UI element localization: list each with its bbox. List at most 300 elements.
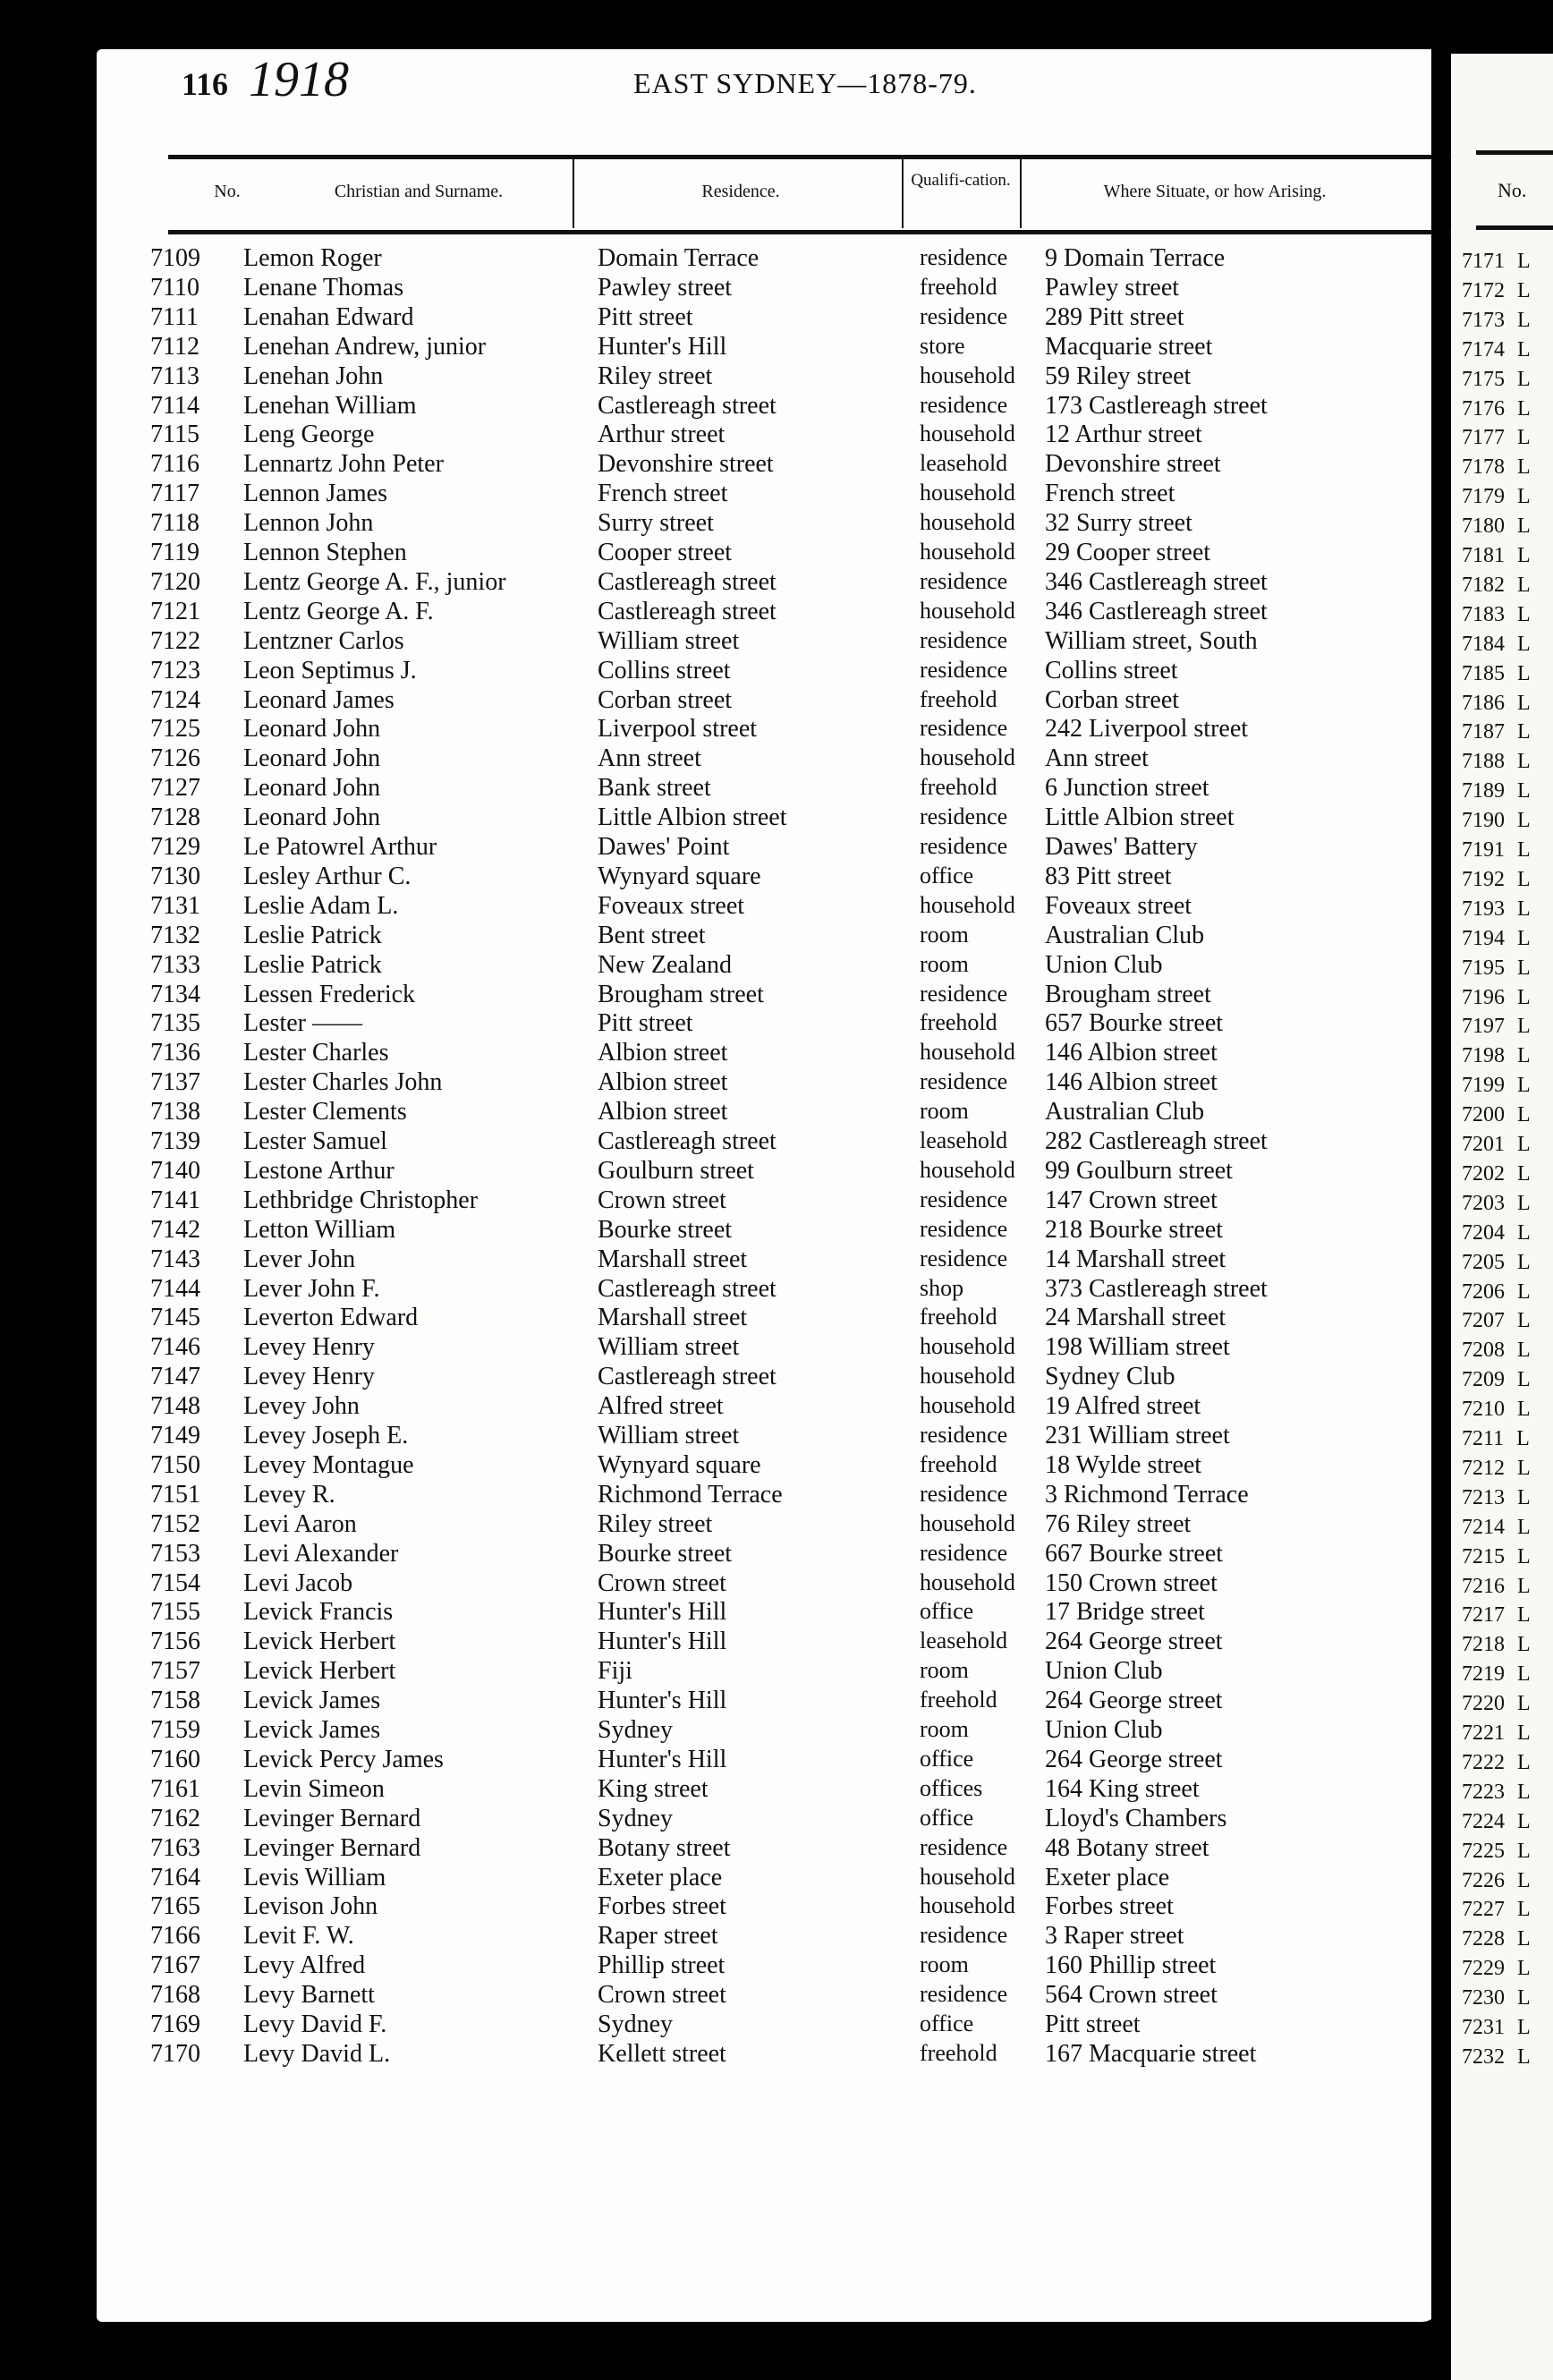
entry-where-situate: 14 Marshall street [1045,1245,1226,1273]
adjacent-entry-initial: L [1517,1750,1531,1774]
adjacent-entry-initial: L [1517,1368,1531,1392]
adjacent-row [1462,600,1531,630]
table-row [97,1304,1438,1333]
table-row [97,1009,1438,1039]
adjacent-entry-number: 7194 [1462,926,1505,950]
entry-number: 7139 [150,1127,200,1155]
entry-name: Levick James [243,1687,381,1715]
entry-number: 7124 [150,685,200,714]
entry-qualification: residence [920,715,1008,742]
entry-where-situate: 242 Liverpool street [1045,715,1249,744]
adjacent-entry-initial: L [1517,1927,1531,1951]
table-row [97,1068,1438,1098]
entry-number: 7110 [150,273,199,302]
adjacent-row [1462,747,1531,777]
adjacent-row [1462,836,1531,865]
entry-qualification: household [920,539,1015,565]
entry-qualification: freehold [920,774,997,801]
adjacent-row [1462,276,1531,306]
entry-where-situate: Dawes' Battery [1045,833,1198,861]
entry-qualification: freehold [920,1450,997,1477]
adjacent-row [1462,1336,1531,1365]
adjacent-row [1462,1483,1531,1513]
entry-where-situate: Corban street [1045,685,1180,714]
entry-residence: French street [598,480,728,508]
entry-where-situate: 83 Pitt street [1045,862,1172,890]
adjacent-row [1462,1807,1531,1837]
entry-qualification: household [920,1509,1015,1536]
entry-number: 7111 [150,302,199,331]
adjacent-entry-initial: L [1517,1692,1531,1716]
entry-number: 7160 [150,1745,200,1773]
adjacent-entry-number: 7198 [1462,1044,1505,1068]
adjacent-entry-initial: L [1517,1721,1531,1745]
entry-qualification: household [920,1333,1015,1360]
entry-name: Leon Septimus J. [243,656,417,684]
entry-where-situate: 289 Pitt street [1045,302,1184,331]
entry-name: Lenahan Edward [243,302,414,331]
table-row [97,509,1438,539]
adjacent-entry-initial: L [1517,1633,1531,1657]
adjacent-entry-initial: L [1517,1279,1531,1304]
entry-name: Levick Francis [243,1598,394,1627]
table-row [97,774,1438,803]
entry-name: Lentz George A. F. [243,597,434,625]
entry-where-situate: 99 Goulburn street [1045,1156,1233,1185]
adjacent-row [1462,395,1531,424]
entry-number: 7130 [150,862,200,890]
entry-name: Lennon Stephen [243,539,407,566]
table-row [97,1981,1438,2010]
entry-where-situate: 264 George street [1045,1628,1223,1656]
table-row [97,1392,1438,1422]
entry-residence: Ann street [598,744,701,773]
adjacent-entry-number: 7183 [1462,602,1505,626]
adjacent-entry-initial: L [1517,1309,1531,1333]
entry-number: 7119 [150,539,199,566]
adjacent-row [1462,336,1531,365]
adjacent-row [1462,247,1531,276]
entry-number: 7148 [150,1392,200,1421]
adjacent-row [1462,1101,1531,1130]
entry-where-situate: Ann street [1045,744,1149,773]
page-number: 116 [182,66,229,102]
entry-residence: Pitt street [598,302,693,331]
entry-residence: Little Albion street [598,803,787,832]
page-title: EAST SYDNEY—1878-79. [633,67,977,99]
entry-name: Leonard John [243,774,381,803]
adjacent-entry-initial: L [1517,632,1531,656]
entry-name: Levinger Bernard [243,1804,421,1832]
adjacent-entry-initial: L [1517,838,1531,862]
entry-name: Levey Henry [243,1363,375,1391]
entry-where-situate: 564 Crown street [1045,1981,1218,2010]
entry-number: 7138 [150,1098,200,1126]
entry-name: Levick James [243,1716,381,1744]
adjacent-row [1462,1424,1530,1454]
adjacent-entry-initial: L [1517,1809,1531,1833]
adjacent-row [1462,806,1531,836]
entry-where-situate: 346 Castlereagh street [1045,597,1268,625]
entry-number: 7132 [150,921,200,949]
entry-residence: Raper street [598,1922,718,1951]
adjacent-row [1462,2043,1531,2072]
entry-where-situate: 667 Bourke street [1045,1539,1224,1568]
entry-where-situate: 18 Wylde street [1045,1450,1202,1479]
adjacent-entry-initial: L [1516,1427,1530,1450]
entry-number: 7155 [150,1598,200,1627]
entry-residence: Hunter's Hill [598,1687,727,1715]
entry-where-situate: 76 Riley street [1045,1509,1192,1538]
entry-residence: Crown street [598,1568,726,1597]
entry-qualification: office [920,2010,974,2036]
adjacent-entry-initial: L [1517,1898,1531,1922]
col-divider [573,158,574,228]
adjacent-entry-number: 7201 [1462,1133,1505,1156]
entry-where-situate: Collins street [1045,656,1178,684]
adjacent-entry-number: 7216 [1462,1574,1505,1598]
entry-name: Levison John [243,1892,378,1921]
entry-qualification: freehold [920,2039,997,2066]
entry-where-situate: Sydney Club [1045,1363,1175,1391]
entry-qualification: household [920,891,1015,918]
entry-qualification: room [920,1098,969,1125]
entry-qualification: household [920,1156,1015,1183]
adjacent-row [1462,1395,1531,1424]
entry-where-situate: 3 Richmond Terrace [1045,1480,1249,1509]
entry-where-situate: 657 Bourke street [1045,1009,1224,1038]
adjacent-entry-number: 7228 [1462,1927,1505,1951]
table-row [97,803,1438,833]
entry-name: Lennon John [243,509,374,538]
entry-qualification: store [920,332,965,359]
entry-where-situate: Brougham street [1045,980,1211,1008]
entry-name: Lemon Roger [243,244,382,272]
adjacent-entry-number: 7180 [1462,514,1505,539]
entry-number: 7151 [150,1480,200,1509]
entry-qualification: household [920,361,1015,388]
entry-qualification: residence [920,1981,1008,2008]
entry-residence: Arthur street [598,421,726,449]
adjacent-row [1462,571,1531,600]
entry-name: Levey John [243,1392,360,1421]
entry-qualification: household [920,1863,1015,1890]
entry-residence: Hunter's Hill [598,1628,727,1656]
table-row [97,1805,1438,1834]
table-row [97,1687,1438,1716]
table-row [97,1951,1438,1981]
entry-where-situate: 147 Crown street [1045,1186,1218,1214]
adjacent-row [1462,453,1531,482]
adjacent-entry-number: 7209 [1462,1368,1505,1392]
adjacent-entry-number: 7217 [1462,1603,1505,1628]
adjacent-row [1462,1572,1531,1602]
adjacent-entry-initial: L [1517,2044,1531,2069]
entry-qualification: leasehold [920,450,1008,477]
entry-name: Leslie Patrick [243,950,382,979]
entry-name: Lennon James [243,480,387,508]
adjacent-row [1462,1513,1531,1543]
table-row [97,1216,1438,1245]
entry-residence: Devonshire street [598,450,774,479]
adjacent-row [1462,1660,1531,1689]
entry-number: 7133 [150,950,200,979]
entry-residence: Riley street [598,1509,713,1538]
table-row [97,1716,1438,1746]
adjacent-entry-number: 7189 [1462,779,1505,803]
entry-qualification: shop [920,1274,964,1301]
entry-number: 7141 [150,1186,200,1214]
entry-residence: Marshall street [598,1304,748,1332]
table-row [97,1598,1438,1628]
table-row [97,1864,1438,1893]
adjacent-entry-initial: L [1517,1398,1531,1422]
adjacent-row [1462,1365,1531,1395]
table-row [97,627,1438,657]
adjacent-row [1462,1130,1531,1160]
handwritten-page-number: 1918 [249,52,349,107]
entry-name: Lester Charles [243,1039,389,1067]
table-row [97,1892,1438,1922]
table-row [97,1157,1438,1186]
entry-residence: Corban street [598,685,733,714]
adjacent-entry-number: 7223 [1462,1780,1505,1804]
adjacent-entry-initial: L [1517,1574,1531,1598]
adjacent-entry-number: 7172 [1462,278,1505,302]
adjacent-entry-initial: L [1517,1074,1531,1098]
page-header [97,49,1438,107]
entry-residence: Castlereagh street [598,1127,776,1155]
entry-name: Lever John [243,1245,356,1273]
adjacent-row [1462,1895,1531,1925]
table-row [97,1333,1438,1363]
adjacent-entry-initial: L [1517,1250,1531,1274]
entry-name: Levey Henry [243,1333,375,1362]
entry-qualification: freehold [920,273,997,300]
col-no-header: No. [214,182,241,201]
entry-number: 7145 [150,1304,200,1332]
table-row [97,833,1438,863]
adjacent-entry-initial: L [1517,985,1531,1009]
entry-residence: Pawley street [598,273,733,302]
table-row [97,1657,1438,1687]
entry-residence: Hunter's Hill [598,332,727,361]
adjacent-entry-number: 7176 [1462,396,1505,421]
adjacent-entry-number: 7192 [1462,867,1505,891]
entry-residence: Goulburn street [598,1156,754,1185]
entry-name: Levick Herbert [243,1657,396,1686]
table-row [97,1451,1438,1481]
table-row [97,2040,1438,2070]
adjacent-entry-number: 7207 [1462,1309,1505,1333]
adjacent-row [1462,630,1531,659]
entry-residence: Albion street [598,1039,728,1067]
entry-qualification: room [920,1657,969,1684]
entry-qualification: residence [920,626,1008,653]
adjacent-row [1462,1543,1531,1572]
adjacent-entry-number: 7231 [1462,2016,1505,2039]
table-row [97,568,1438,598]
entry-residence: Cooper street [598,539,733,566]
entry-qualification: residence [920,1186,1008,1212]
entry-where-situate: 6 Junction street [1045,774,1209,803]
entry-where-situate: 231 William street [1045,1422,1230,1449]
entry-name: Levis William [243,1863,386,1891]
entry-qualification: household [920,1392,1015,1419]
entry-number: 7152 [150,1509,200,1538]
entry-qualification: room [920,921,969,948]
entry-residence: Collins street [598,656,731,684]
entry-name: Lester Charles John [243,1068,443,1097]
table-row [97,1746,1438,1775]
entry-qualification: freehold [920,1009,997,1036]
adjacent-entry-number: 7190 [1462,809,1505,833]
entry-number: 7131 [150,891,200,920]
adjacent-entry-number: 7197 [1462,1015,1505,1039]
entry-number: 7156 [150,1628,200,1656]
adjacent-row [1462,1748,1531,1778]
adjacent-entry-initial: L [1517,2016,1531,2039]
adjacent-row [1462,1866,1531,1896]
adjacent-row [1462,1071,1531,1101]
entry-name: Levin Simeon [243,1774,385,1803]
entry-where-situate: 24 Marshall street [1045,1304,1226,1332]
adjacent-entry-number: 7200 [1462,1103,1505,1127]
entry-qualification: residence [920,391,1008,418]
entry-name: Lethbridge Christopher [243,1186,479,1214]
entry-residence: King street [598,1774,709,1803]
entry-residence: Bourke street [598,1215,733,1244]
adjacent-row [1462,1689,1531,1719]
adjacent-entry-initial: L [1517,396,1531,421]
entry-residence: Pitt street [598,1009,693,1038]
entry-name: Levinger Bernard [243,1833,421,1862]
entry-residence: Phillip street [598,1951,726,1980]
adjacent-entry-number: 7204 [1462,1220,1505,1245]
table-row [97,421,1438,450]
entry-residence: Castlereagh street [598,1363,776,1391]
entry-where-situate: 150 Crown street [1045,1568,1218,1597]
entry-qualification: residence [920,1215,1008,1242]
table-row [97,1186,1438,1216]
adjacent-entry-number: 7181 [1462,544,1505,567]
entry-name: Levy Alfred [243,1951,366,1980]
adjacent-entry-initial: L [1517,367,1531,391]
entry-number: 7115 [150,421,199,449]
col-where-header: Where Situate, or how Arising. [1103,182,1327,201]
entry-number: 7154 [150,1568,200,1597]
entry-residence: Riley street [598,361,713,390]
entry-residence: Liverpool street [598,715,758,744]
adjacent-row [1462,1189,1531,1219]
table-row [97,1922,1438,1951]
adjacent-row [1462,865,1531,895]
entry-where-situate: 29 Cooper street [1045,539,1211,566]
adjacent-entry-number: 7199 [1462,1074,1505,1098]
entry-where-situate: Pawley street [1045,273,1180,302]
adjacent-entry-number: 7182 [1462,573,1505,597]
entry-where-situate: 160 Phillip street [1045,1951,1217,1980]
table-row [97,922,1438,951]
adjacent-entry-initial: L [1517,308,1531,332]
entry-number: 7113 [150,361,199,390]
entry-qualification: residence [920,1833,1008,1860]
adjacent-row [1462,954,1531,983]
entry-name: Levey R. [243,1480,335,1509]
table-row [97,1569,1438,1599]
entry-residence: Alfred street [598,1392,724,1421]
table-row [97,598,1438,627]
adjacent-entry-initial: L [1517,1133,1531,1156]
adjacent-entry-initial: L [1517,867,1531,891]
book-gutter [1431,0,1449,2354]
entry-qualification: residence [920,1480,1008,1507]
entry-name: Leonard John [243,744,381,773]
entry-residence: Bourke street [598,1539,733,1568]
entry-residence: William street [598,1333,740,1362]
adjacent-entry-number: 7185 [1462,661,1505,685]
entry-residence: Castlereagh street [598,567,776,596]
table-row [97,244,1438,274]
entry-name: Levick Percy James [243,1745,444,1773]
entry-residence: New Zealand [598,950,733,979]
entry-where-situate: 282 Castlereagh street [1045,1127,1268,1155]
adjacent-row [1462,1778,1531,1807]
table-row [97,1422,1438,1451]
adjacent-entry-number: 7220 [1462,1692,1505,1716]
entry-qualification: residence [920,833,1008,859]
adjacent-entry-number: 7208 [1462,1339,1505,1363]
entry-qualification: household [920,1892,1015,1919]
register-page [97,49,1438,2322]
table-row [97,392,1438,421]
adjacent-row [1462,1719,1531,1748]
entry-qualification: office [920,862,974,888]
entry-qualification: leasehold [920,1127,1008,1153]
entry-name: Leonard James [243,685,395,714]
entry-residence: Sydney [598,1716,673,1744]
table-row [97,1775,1438,1805]
adjacent-entry-initial: L [1517,1161,1531,1186]
entry-number: 7129 [150,833,200,861]
adjacent-row [1462,2013,1531,2043]
entry-where-situate: 3 Raper street [1045,1922,1184,1951]
entry-residence: Exeter place [598,1863,723,1891]
entry-qualification: residence [920,302,1008,329]
entry-number: 7168 [150,1981,200,2010]
entry-where-situate: 164 King street [1045,1774,1200,1803]
entry-name: Levi Aaron [243,1509,357,1538]
adjacent-row [1462,1954,1531,1984]
adjacent-entry-initial: L [1517,1220,1531,1245]
adjacent-entry-number: 7202 [1462,1161,1505,1186]
adjacent-row [1462,1837,1531,1866]
adjacent-entry-initial: L [1517,1339,1531,1363]
entry-qualification: residence [920,244,1008,270]
table-row [97,657,1438,686]
entry-where-situate: 59 Riley street [1045,361,1192,390]
entry-qualification: household [920,1568,1015,1595]
entry-name: Leonard John [243,803,381,832]
entry-name: Le Patowrel Arthur [243,833,437,861]
entry-name: Levy Barnett [243,1981,375,2010]
table-row [97,1481,1438,1510]
adjacent-row [1462,895,1531,924]
adjacent-entry-number: 7225 [1462,1839,1505,1863]
adjacent-entry-initial: L [1517,956,1531,980]
adjacent-entry-number: 7196 [1462,985,1505,1009]
adjacent-entry-number: 7171 [1462,250,1505,273]
